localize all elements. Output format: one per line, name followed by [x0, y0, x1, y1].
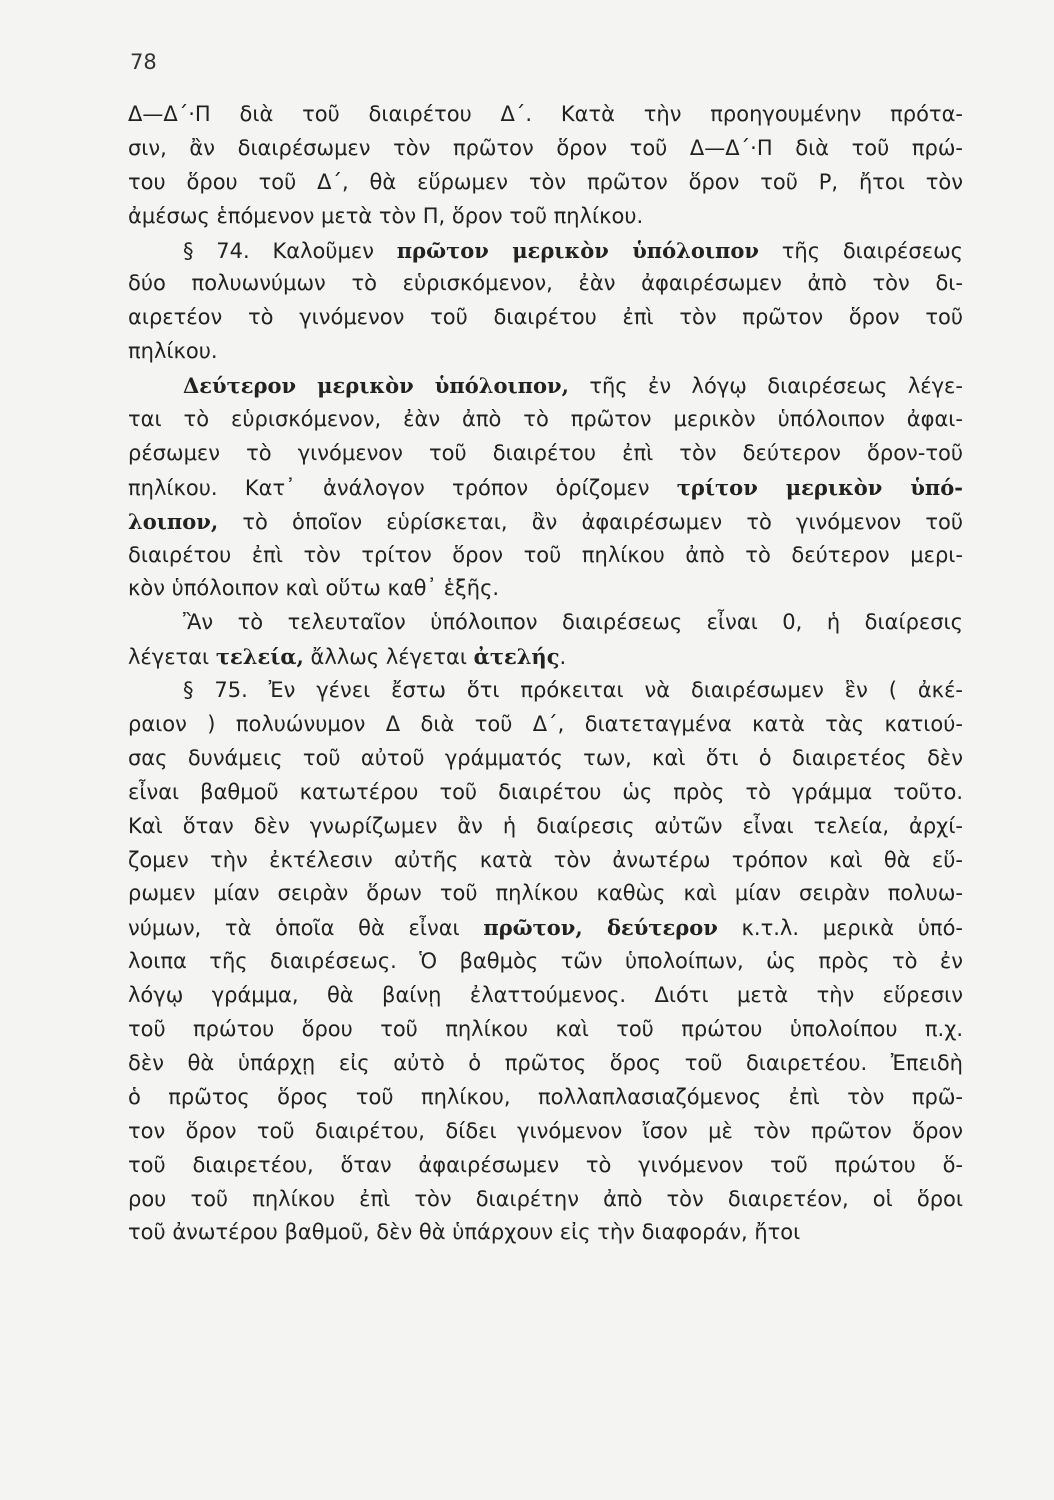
text-line: ὁ πρῶτος ὅρος τοῦ πηλίκου, πολλαπλασιαζόμενος ἐπὶ τὸν πρῶ-	[128, 1084, 963, 1109]
text-line: Δ—Δ΄·Π διὰ τοῦ διαιρέτου Δ΄. Κατὰ τὴν προηγουμένην πρότα-	[128, 102, 963, 126]
text-line: εἶναι βαθμοῦ κατωτέρου τοῦ διαιρέτου ὡς πρὸς τὸ γράμμα τοῦτο.	[128, 779, 963, 804]
text-line	[128, 234, 963, 268]
text-segment: § 74. Καλοῦμεν	[183, 238, 397, 263]
text-line: ρωμεν μίαν σειρὰν ὅρων τοῦ πηλίκου καθὼς καὶ μίαν σειρὰν πολυω-	[128, 881, 963, 906]
text-line: Ἂν τὸ τελευταῖον ὑπόλοιπον διαιρέσεως εἶναι 0, ἡ διαίρεσις	[183, 610, 963, 635]
text-line: σιν, ἂν διαιρέσωμεν τὸν πρῶτον ὅρον τοῦ Δ—Δ΄·Π διὰ τοῦ πρώ-	[128, 135, 963, 160]
text-line: τον ὅρον τοῦ διαιρέτου, δίδει γινόμενον ἴσον μὲ τὸν πρῶτον ὅρον	[128, 1118, 963, 1143]
text-segment: νύμων, τὰ ὁποῖα θὰ εἶναι	[128, 916, 484, 941]
body-text	[128, 98, 963, 1250]
text-line: του ὅρου τοῦ Δ΄, θὰ εὕρωμεν τὸν πρῶτον ὅρον τοῦ Ρ, ἤτοι τὸν	[128, 169, 963, 194]
text-line: κὸν ὑπόλοιπον καὶ οὕτω καθ᾽ ἑξῆς.	[128, 576, 500, 601]
text-line: ἀμέσως ἑπόμενον μετὰ τὸν Π, ὅρον τοῦ πηλίκου.	[128, 203, 644, 228]
text-line: ται τὸ εὑρισκόμενον, ἐὰν ἀπὸ τὸ πρῶτον μερικὸν ὑπόλοιπον ἀφαι-	[128, 407, 963, 432]
text-line: Καὶ ὅταν δὲν γνωρίζωμεν ἂν ἡ διαίρεσις αὐτῶν εἶναι τελεία, ἀρχί-	[128, 813, 963, 838]
text-line: ρέσωμεν τὸ γινόμενον τοῦ διαιρέτου ἐπὶ τὸν δεύτερον ὅρον-τοῦ	[128, 440, 963, 465]
text-line: τοῦ διαιρετέου, ὅταν ἀφαιρέσωμεν τὸ γινόμενον τοῦ πρώτου ὅ-	[128, 1152, 963, 1177]
bold-term: Δεύτερον μερικὸν ὑπόλοιπον,	[183, 373, 569, 399]
text-line: σας δυνάμεις τοῦ αὐτοῦ γράμματός των, καὶ ὅτι ὁ διαιρετέος δὲν	[128, 745, 963, 770]
text-line: τοῦ πρώτου ὅρου τοῦ πηλίκου καὶ τοῦ πρώτου ὑπολοίπου π.χ.	[128, 1017, 963, 1042]
bold-term: πρῶτον, δεύτερον	[483, 915, 718, 941]
bold-term: λοιπον,	[128, 508, 219, 534]
text-line: δὲν θὰ ὑπάρχῃ εἰς αὐτὸ ὁ πρῶτος ὅρος τοῦ διαιρετέου. Ἐπειδὴ	[128, 1050, 963, 1075]
text-line: αιρετέον τὸ γινόμενον τοῦ διαιρέτου ἐπὶ τὸν πρῶτον ὅρον τοῦ	[128, 305, 963, 330]
text-line	[128, 369, 963, 403]
text-segment: τῆς ἐν λόγῳ διαιρέσεως λέγε-	[568, 374, 963, 399]
text-segment: τὸ ὁποῖον εὑρίσκεται, ἂν ἀφαιρέσωμεν τὸ γινόμενον τοῦ	[218, 509, 963, 534]
text-segment: λέγεται	[128, 645, 216, 670]
page-number: 78	[130, 50, 157, 74]
text-line: § 75. Ἐν γένει ἔστω ὅτι πρόκειται νὰ διαιρέσωμεν ἓν ( ἀκέ-	[183, 678, 963, 703]
text-line: λοιπα τῆς διαιρέσεως. Ὁ βαθμὸς τῶν ὑπολοίπων, ὡς πρὸς τὸ ἐν	[128, 949, 963, 974]
text-line: διαιρέτου ἐπὶ τὸν τρίτον ὅρον τοῦ πηλίκου ἀπὸ τὸ δεύτερον μερι-	[128, 542, 963, 567]
bold-term: ἀτελής	[473, 644, 560, 670]
bold-term: τρίτον μερικὸν ὑπό-	[676, 474, 963, 500]
text-line: ρου τοῦ πηλίκου ἐπὶ τὸν διαιρέτην ἀπὸ τὸν διαιρετέον, οἱ ὅροι	[128, 1186, 963, 1211]
text-segment: ἄλλως λέγεται	[303, 645, 474, 670]
text-line	[128, 505, 963, 539]
text-line: πηλίκου.	[128, 339, 218, 364]
text-line: ραιον ) πολυώνυμον Δ διὰ τοῦ Δ΄, διατεταγμένα κατὰ τὰς κατιού-	[128, 712, 963, 737]
text-line	[128, 911, 963, 945]
text-line: δύο πολυωνύμων τὸ εὑρισκόμενον, ἐὰν ἀφαιρέσωμεν ἀπὸ τὸν δι-	[128, 271, 963, 296]
text-line	[128, 640, 963, 674]
text-line: ζομεν τὴν ἐκτέλεσιν αὐτῆς κατὰ τὸν ἀνωτέρω τρόπον καὶ θὰ εὕ-	[128, 847, 963, 872]
text-segment: κ.τ.λ. μερικὰ ὑπό-	[717, 916, 963, 941]
bold-term: πρῶτον μερικὸν ὑπόλοιπον	[396, 237, 759, 263]
text-segment: .	[559, 645, 567, 670]
text-segment: τῆς διαιρέσεως	[758, 238, 963, 263]
bold-term: τελεία,	[215, 644, 304, 670]
text-line: τοῦ ἀνωτέρου βαθμοῦ, δὲν θὰ ὑπάρχουν εἰς τὴν διαφοράν, ἤτοι	[128, 1220, 801, 1245]
text-line	[128, 471, 963, 505]
text-segment: πηλίκου. Κατ᾽ ἀνάλογον τρόπον ὁρίζομεν	[128, 475, 677, 500]
text-line: λόγῳ γράμμα, θὰ βαίνῃ ἐλαττούμενος. Διότι μετὰ τὴν εὕρεσιν	[128, 983, 963, 1008]
